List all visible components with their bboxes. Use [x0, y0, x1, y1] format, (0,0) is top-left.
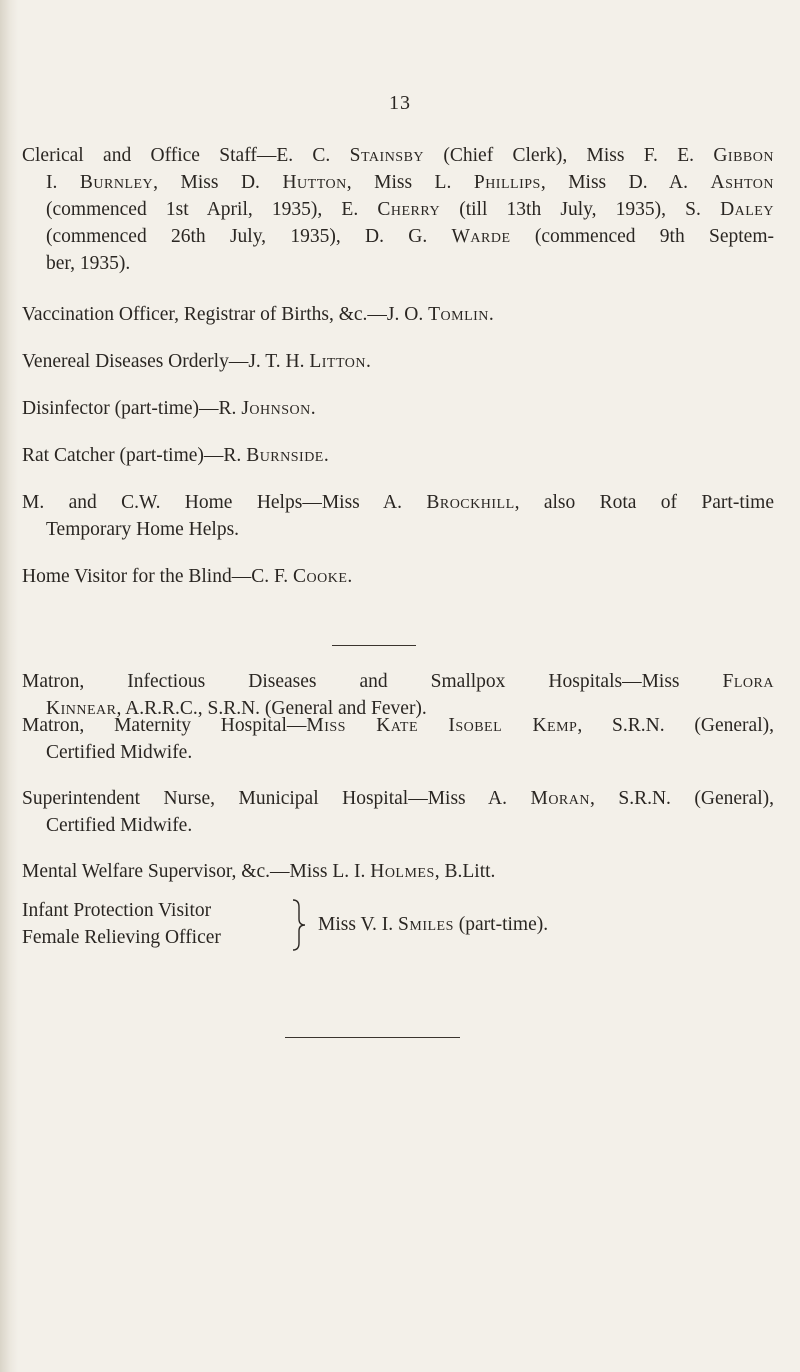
- home-helps-entry: M. and C.W. Home Helps—Miss A. Brockhill, also Rota of Part-time Temporary Home Helps.: [22, 492, 774, 540]
- infant-visitor-label: Infant Protection Visitor: [22, 900, 212, 921]
- infant-holder-name: Miss V. I. Smiles (part-time).: [318, 914, 549, 935]
- infant-protection-entry: [22, 897, 782, 953]
- section-divider: [332, 645, 416, 646]
- closing-divider: [285, 1037, 460, 1038]
- disinfector-entry: Disinfector (part-time)—R. Johnson.: [22, 398, 317, 419]
- vaccination-officer-entry: Vaccination Officer, Registrar of Births, &c.—J. O. Tomlin.: [22, 304, 495, 325]
- venereal-orderly-entry: Venereal Diseases Orderly—J. T. H. Litton.: [22, 351, 372, 372]
- clerical-line-5: ber, 1935).: [46, 253, 131, 274]
- clerical-line-4: (commenced 26th July, 1935), D. G. Warde (commenced 9th Septem-: [46, 226, 775, 247]
- matron-maternity-entry-text: Matron, Maternity Hospital—Miss Kate Isobel Kemp, S.R.N. (General), Certified Midwife.: [22, 715, 774, 763]
- superintendent-nurse-entry: Superintendent Nurse, Municipal Hospital—Miss A. Moran, S.R.N. (General), Certified Midwife.: [22, 788, 774, 836]
- right-brace-icon: [290, 897, 312, 953]
- clerical-line-1: Clerical and Office Staff—E. C. Stainsby (Chief Clerk), Miss F. E. Gibbon: [22, 145, 774, 166]
- matron-infectious-entry: Matron, Infectious Diseases and Smallpox Hospitals—Miss Flora Kinnear, A.R.R.C., S.R.N. (General and Fever).: [22, 671, 774, 719]
- rat-catcher-entry: Rat Catcher (part-time)—R. Burnside.: [22, 445, 330, 466]
- page-number: 13: [389, 92, 411, 114]
- clerical-staff-entry: [22, 142, 774, 277]
- clerical-line-2: I. Burnley, Miss D. Hutton, Miss L. Phillips, Miss D. A. Ashton: [46, 172, 774, 193]
- relieving-officer-label: Female Relieving Officer: [22, 927, 221, 948]
- blind-visitor-entry: Home Visitor for the Blind—C. F. Cooke.: [22, 566, 353, 587]
- clerical-line-3: (commenced 1st April, 1935), E. Cherry (till 13th July, 1935), S. Daley: [46, 199, 774, 220]
- mental-welfare-entry: Mental Welfare Supervisor, &c.—Miss L. I. Holmes, B.Litt.: [22, 861, 496, 882]
